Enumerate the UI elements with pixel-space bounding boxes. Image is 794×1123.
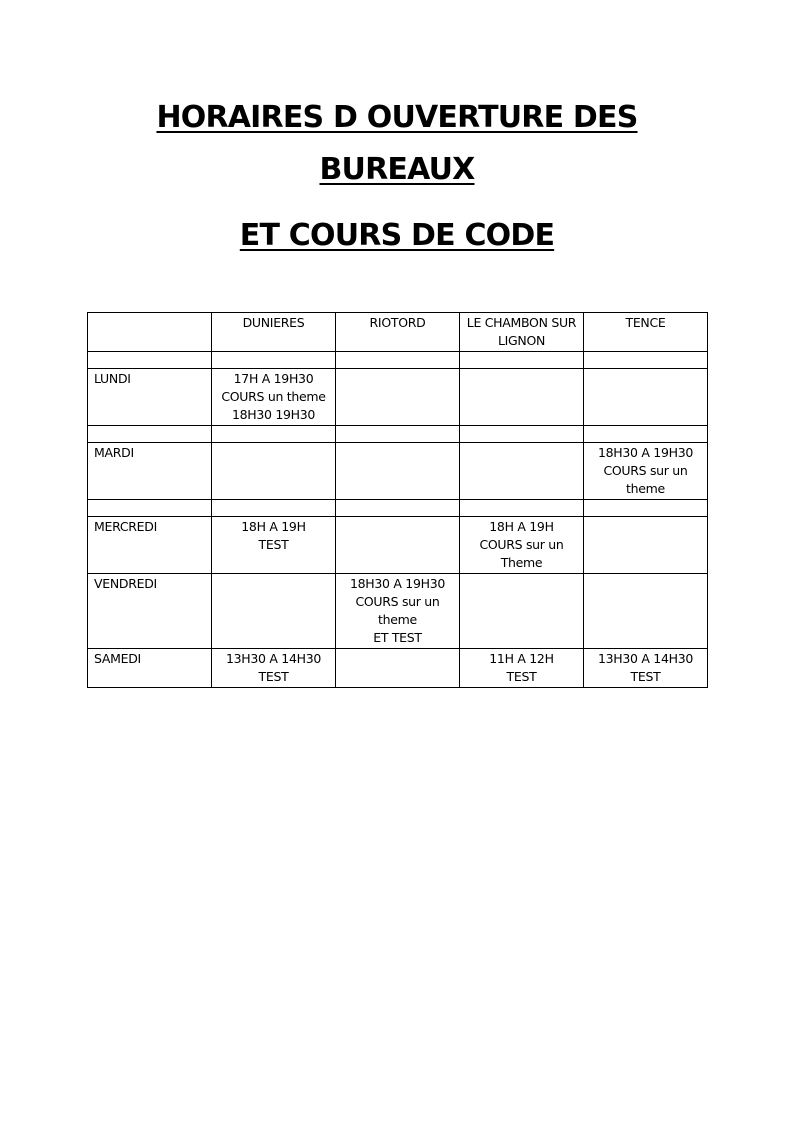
spacer-cell bbox=[584, 352, 708, 369]
day-cell-mercredi: MERCREDI bbox=[88, 517, 212, 574]
spacer-cell bbox=[212, 352, 336, 369]
table-row-samedi bbox=[88, 649, 708, 688]
spacer-row bbox=[88, 426, 708, 443]
cell-vendredi-dunieres bbox=[212, 574, 336, 649]
spacer-cell bbox=[88, 500, 212, 517]
title-line-1: HORAIRES D OUVERTURE DES bbox=[156, 100, 638, 135]
cell-text-line: 18H A 19H bbox=[489, 519, 554, 534]
header-cell-tence: TENCE bbox=[584, 313, 708, 352]
spacer-cell bbox=[460, 426, 584, 443]
spacer-cell bbox=[460, 352, 584, 369]
header-cell-riotord: RIOTORD bbox=[336, 313, 460, 352]
cell-text-line: theme bbox=[626, 481, 665, 496]
cell-lundi-dunieres bbox=[212, 369, 336, 426]
cell-text-line: 18H30 A 19H30 bbox=[597, 445, 694, 460]
table-row-mercredi bbox=[88, 517, 708, 574]
schedule-table bbox=[87, 312, 708, 688]
spacer-cell bbox=[584, 500, 708, 517]
title-line-3: ET COURS DE CODE bbox=[239, 218, 555, 253]
day-cell-mardi: MARDI bbox=[88, 443, 212, 500]
cell-text-line: 18H30 19H30 bbox=[231, 407, 316, 422]
cell-text-line: COURS sur un bbox=[603, 463, 688, 478]
cell-vendredi-chambon bbox=[460, 574, 584, 649]
cell-mercredi-dunieres bbox=[212, 517, 336, 574]
cell-text-line: TEST bbox=[506, 669, 537, 684]
day-cell-lundi: LUNDI bbox=[88, 369, 212, 426]
cell-text-line: TEST bbox=[258, 669, 289, 684]
cell-vendredi-tence bbox=[584, 574, 708, 649]
cell-text-line: 11H A 12H bbox=[489, 651, 554, 666]
day-cell-samedi: SAMEDI bbox=[88, 649, 212, 688]
spacer-row bbox=[88, 352, 708, 369]
cell-samedi-riotord bbox=[336, 649, 460, 688]
cell-text-line: 13H30 A 14H30 bbox=[597, 651, 694, 666]
header-row bbox=[88, 313, 708, 352]
spacer-cell bbox=[336, 500, 460, 517]
cell-mercredi-tence bbox=[584, 517, 708, 574]
header-cell-dunieres: DUNIERES bbox=[212, 313, 336, 352]
cell-mardi-riotord bbox=[336, 443, 460, 500]
cell-text-line: theme bbox=[378, 612, 417, 627]
spacer-cell bbox=[336, 352, 460, 369]
cell-text-line: Theme bbox=[500, 555, 543, 570]
header-cell-chambon: LE CHAMBON SUR LIGNON bbox=[460, 313, 584, 352]
cell-text-line: COURS sur un bbox=[479, 537, 564, 552]
spacer-cell bbox=[584, 426, 708, 443]
cell-mercredi-riotord bbox=[336, 517, 460, 574]
spacer-cell bbox=[212, 500, 336, 517]
cell-text-line: ET TEST bbox=[373, 630, 422, 645]
cell-mardi-tence bbox=[584, 443, 708, 500]
cell-text-line: 17H A 19H30 bbox=[233, 371, 314, 386]
day-cell-vendredi: VENDREDI bbox=[88, 574, 212, 649]
cell-text-line: 18H30 A 19H30 bbox=[349, 576, 446, 591]
cell-mardi-chambon bbox=[460, 443, 584, 500]
cell-text-line: COURS sur un bbox=[355, 594, 440, 609]
cell-samedi-dunieres bbox=[212, 649, 336, 688]
cell-text-line: TEST bbox=[258, 537, 289, 552]
title-line-2: BUREAUX bbox=[319, 152, 475, 187]
cell-samedi-tence bbox=[584, 649, 708, 688]
cell-lundi-riotord bbox=[336, 369, 460, 426]
table-row-mardi bbox=[88, 443, 708, 500]
cell-lundi-chambon bbox=[460, 369, 584, 426]
cell-mercredi-chambon bbox=[460, 517, 584, 574]
header-cell-empty bbox=[88, 313, 212, 352]
cell-mardi-dunieres bbox=[212, 443, 336, 500]
cell-text-line: TEST bbox=[630, 669, 661, 684]
spacer-cell bbox=[460, 500, 584, 517]
cell-text-line: 13H30 A 14H30 bbox=[225, 651, 322, 666]
table-row-vendredi bbox=[88, 574, 708, 649]
cell-samedi-chambon bbox=[460, 649, 584, 688]
cell-text-line: COURS un theme bbox=[221, 389, 326, 404]
spacer-cell bbox=[88, 426, 212, 443]
spacer-row bbox=[88, 500, 708, 517]
cell-lundi-tence bbox=[584, 369, 708, 426]
spacer-cell bbox=[336, 426, 460, 443]
cell-text-line: 18H A 19H bbox=[241, 519, 306, 534]
table-row-lundi bbox=[88, 369, 708, 426]
cell-vendredi-riotord bbox=[336, 574, 460, 649]
spacer-cell bbox=[88, 352, 212, 369]
spacer-cell bbox=[212, 426, 336, 443]
